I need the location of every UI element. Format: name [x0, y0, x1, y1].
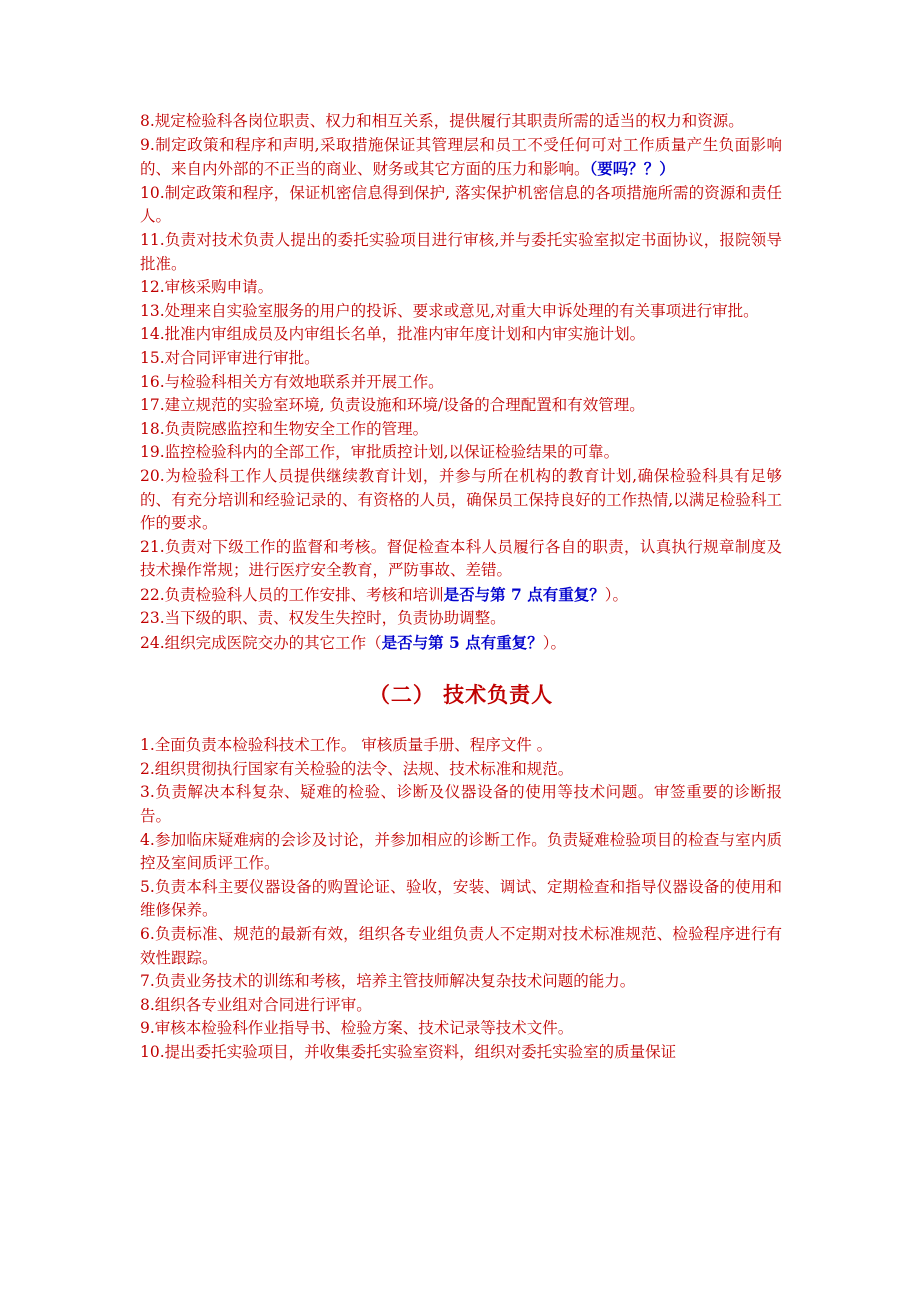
item-text: 19.监控检验科内的全部工作，审批质控计划,以保证检验结果的可靠。: [140, 443, 620, 462]
responsibility-list-director: [140, 110, 782, 656]
item-text: 4.参加临床疑难病的会诊及讨论，并参加相应的诊断工作。负责疑难检验项目的检查与室内质控及室间质评工作。: [140, 830, 782, 873]
item-text: 10.制定政策和程序，保证机密信息得到保护, 落实保护机密信息的各项措施所需的资源和责任人。: [140, 183, 782, 226]
list-item: [140, 347, 782, 371]
item-text: 20.为检验科工作人员提供继续教育计划，并参与所在机构的教育计划,确保检验科具有足够的、有充分培训和经验记录的、有资格的人员，确保员工保持良好的工作热情,以满足检验科工作的要求。: [140, 466, 782, 533]
item-text: 3.负责解决本科复杂、疑难的检验、诊断及仪器设备的使用等技术问题。审签重要的诊断报告。: [140, 783, 782, 826]
list-item: [140, 134, 782, 182]
list-item: [140, 758, 782, 782]
list-item: [140, 734, 782, 758]
list-item: [140, 994, 782, 1018]
list-item: [140, 781, 782, 828]
item-text: 10.提出委托实验项目，并收集委托实验室资料，组织对委托实验室的质量保证: [140, 1042, 677, 1061]
list-item: [140, 110, 782, 134]
list-item: [140, 607, 782, 631]
item-text: 13.处理来自实验室服务的用户的投诉、要求或意见,对重大申诉处理的有关事项进行审批。: [140, 301, 759, 320]
item-text: 16.与检验科相关方有效地联系并开展工作。: [140, 372, 444, 391]
item-text: 1.全面负责本检验科技术工作。 审核质量手册、程序文件 。: [140, 736, 553, 755]
item-text: 14.批准内审组成员及内审组长名单，批准内审年度计划和内审实施计划。: [140, 325, 646, 344]
list-item: [140, 923, 782, 970]
item-text: 7.负责业务技术的训练和考核，培养主管技师解决复杂技术问题的能力。: [140, 972, 636, 991]
item-text: 21.负责对下级工作的监督和考核。督促检查本科人员履行各自的职责，认真执行规章制度及技术操作常规；进行医疗安全教育，严防事故、差错。: [140, 537, 782, 580]
list-item: [140, 1041, 782, 1065]
item-text: 8.规定检验科各岗位职责、权力和相互关系，提供履行其职责所需的适当的权力和资源。: [140, 112, 744, 130]
responsibility-list-technical-director: [140, 734, 782, 1064]
item-text: 22.负责检验科人员的工作安排、考核和培训: [140, 585, 444, 604]
list-item: [140, 371, 782, 395]
list-item: [140, 418, 782, 442]
list-item: [140, 394, 782, 418]
list-item: [140, 1017, 782, 1041]
list-item: [140, 465, 782, 536]
list-item: [140, 441, 782, 465]
item-text: 9.制定政策和程序和声明,采取措施保证其管理层和员工不受任何可对工作质量产生负面影响的、来自内外部的不正当的商业、财务或其它方面的压力和影响。: [140, 135, 782, 179]
item-text: 8.组织各专业组对合同进行评审。: [140, 995, 372, 1014]
item-text: 6.负责标准、规范的最新有效，组织各专业组负责人不定期对技术标准规范、检验程序进行有效性跟踪。: [140, 925, 782, 967]
list-item: [140, 876, 782, 923]
item-text: 5.负责本科主要仪器设备的购置论证、验收，安装、调试、定期检查和指导仪器设备的使用和维修保养。: [140, 877, 782, 920]
list-item: [140, 323, 782, 347]
item-text: 9.审核本检验科作业指导书、检验方案、技术记录等技术文件。: [140, 1019, 574, 1038]
review-note: 是否与第 5 点有重复？: [381, 633, 543, 653]
list-item: [140, 829, 782, 876]
list-item: [140, 631, 782, 656]
item-tail: ）。: [542, 634, 566, 653]
item-text: 11.负责对技术负责人提出的委托实验项目进行审核,并与委托实验室拟定书面协议，报院领导批准。: [140, 230, 782, 273]
item-tail: ）。: [604, 585, 628, 604]
document-page: [140, 110, 782, 1065]
list-item: [140, 300, 782, 324]
list-item: [140, 182, 782, 229]
list-item: [140, 536, 782, 583]
review-note: （要吗？？）: [589, 159, 675, 179]
item-text: 17.建立规范的实验室环境, 负责设施和环境/设备的合理配置和有效管理。: [140, 396, 645, 415]
list-item: [140, 229, 782, 276]
section-heading-technical-director: （二） 技术负责人: [368, 682, 554, 707]
item-text: 23.当下级的职、责、权发生失控时，负责协助调整。: [140, 609, 506, 628]
item-text: 15.对合同评审进行审批。: [140, 348, 320, 367]
list-item: [140, 970, 782, 994]
item-text: 12.审核采购申请。: [140, 278, 274, 297]
item-text: 18.负责院感监控和生物安全工作的管理。: [140, 419, 429, 438]
item-text: 2.组织贯彻执行国家有关检验的法令、法规、技术标准和规范。: [140, 759, 574, 778]
review-note: 是否与第 7 点有重复？: [443, 584, 605, 604]
list-item: [140, 583, 782, 608]
list-item: [140, 276, 782, 300]
item-text: 24.组织完成医院交办的其它工作（: [140, 634, 382, 653]
